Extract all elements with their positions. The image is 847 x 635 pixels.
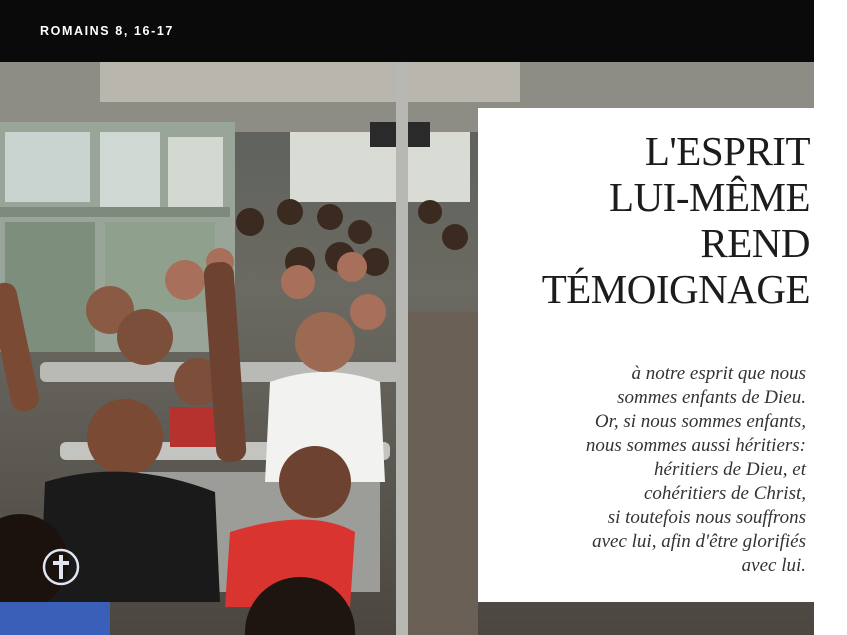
cross-logo-icon	[42, 548, 80, 586]
verse-line: sommes enfants de Dieu.	[617, 387, 806, 408]
headline-line: L'ESPRIT	[644, 128, 810, 174]
verse-line: avec lui, afin d'être glorifiés	[592, 531, 806, 552]
verse-line: nous sommes aussi héritiers:	[585, 435, 806, 456]
headline-line: TÉMOIGNAGE	[541, 266, 810, 312]
verse-line: héritiers de Dieu, et	[654, 459, 806, 480]
headline	[542, 128, 810, 312]
text-panel	[478, 108, 814, 602]
scripture-reference: ROMAINS 8, 16-17	[40, 24, 174, 38]
verse-text	[586, 362, 806, 578]
headline-line: LUI-MÊME	[609, 174, 810, 220]
verse-line: cohéritiers de Christ,	[643, 483, 806, 504]
verse-line: Or, si nous sommes enfants,	[594, 411, 806, 432]
headline-line: REND	[700, 220, 810, 266]
verse-line: avec lui.	[741, 555, 806, 576]
verse-line: à notre esprit que nous	[631, 363, 806, 384]
verse-line: si toutefois nous souffrons	[607, 507, 806, 528]
top-bar	[0, 0, 814, 62]
